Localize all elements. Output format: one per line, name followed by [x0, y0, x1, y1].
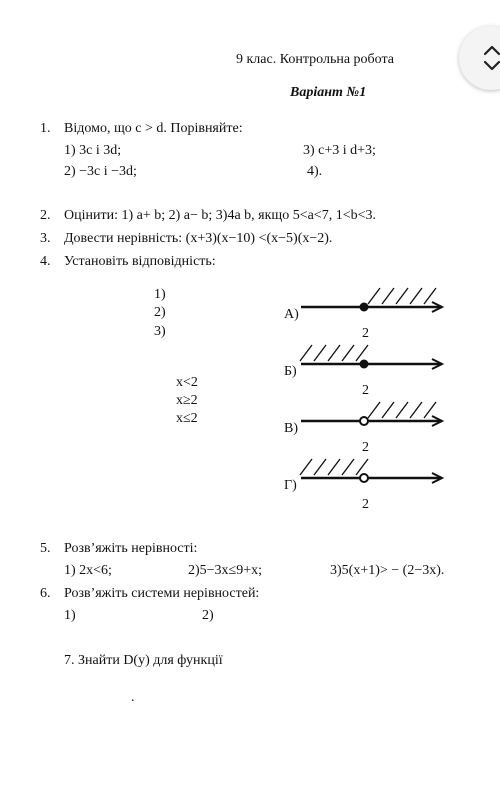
- q1-item-3: 3) c+3 і d+3;: [303, 143, 376, 158]
- line-3-hatch-1: [368, 402, 380, 418]
- q1-item-4: 4).: [307, 164, 323, 179]
- q2-text: Оцінити: 1) a+ b; 2) a− b; 3)4a b, якщо 5<a<7, 1<b<3.: [64, 208, 376, 223]
- q1-number: 1.: [40, 121, 51, 136]
- q1-text: Відомо, що c > d. Порівняйте:: [64, 121, 243, 136]
- line-3-hatch-2: [382, 402, 394, 418]
- line-2-hatch-5: [356, 345, 368, 361]
- line-1-hatch-5: [424, 288, 436, 304]
- q4-item-1: 1): [154, 287, 166, 302]
- q4-text: Установіть відповідність:: [64, 254, 216, 269]
- line-2-point-filled: [360, 360, 369, 369]
- line-1-hatch-3: [396, 288, 408, 304]
- worksheet-title: 9 клас. Контрольна робота: [236, 52, 394, 67]
- q6-text: Розв’яжіть системи нерівностей:: [64, 586, 260, 601]
- line-2-arrow: [432, 359, 442, 369]
- line-4-hatch-5: [356, 459, 368, 475]
- line-2-hatch-4: [342, 345, 354, 361]
- line-3-point-open: [360, 417, 368, 425]
- line-4-value: 2: [362, 497, 369, 512]
- line-3-hatch-4: [410, 402, 422, 418]
- q7-text: 7. Знайти D(y) для функції: [64, 653, 223, 668]
- q4-item-3: 3): [154, 324, 166, 339]
- line-2-value: 2: [362, 383, 369, 398]
- line-1-hatch-1: [368, 288, 380, 304]
- line-3-value: 2: [362, 440, 369, 455]
- line-4-hatch-4: [342, 459, 354, 475]
- q5-item-1: 1) 2x<6;: [64, 563, 112, 578]
- chevron-up-down-icon: [483, 44, 500, 72]
- trailing-dot: .: [131, 690, 135, 705]
- q4-inequality-3: x≤2: [176, 411, 198, 426]
- q4-item-2: 2): [154, 305, 166, 320]
- line-1-label: А): [284, 307, 299, 322]
- q5-item-3: 3)5(x+1)> − (2−3x).: [330, 563, 445, 578]
- q1-item-2: 2) −3c і −3d;: [64, 164, 137, 179]
- line-3-hatch-5: [424, 402, 436, 418]
- line-2-hatch-1: [300, 345, 312, 361]
- line-2-label: Б): [284, 364, 297, 379]
- line-1-arrow: [432, 302, 442, 312]
- q6-item-2: 2): [202, 608, 214, 623]
- q4-inequality-1: x<2: [176, 375, 198, 390]
- q6-number: 6.: [40, 586, 51, 601]
- q1-item-1: 1) 3c і 3d;: [64, 143, 122, 158]
- line-2-hatch-2: [314, 345, 326, 361]
- line-1-point-filled: [360, 303, 369, 312]
- q5-item-2: 2)5−3x≤9+x;: [188, 563, 263, 578]
- q5-text: Розв’яжіть нерівності:: [64, 541, 198, 556]
- line-3-label: В): [284, 421, 298, 436]
- line-1-hatch-2: [382, 288, 394, 304]
- q2-number: 2.: [40, 208, 51, 223]
- line-4-hatch-3: [328, 459, 340, 475]
- variant-title: Варіант №1: [290, 85, 367, 100]
- line-4-label: Г): [284, 478, 297, 493]
- q3-text: Довести нерівність: (x+3)(x−10) <(x−5)(x−2).: [64, 231, 333, 246]
- line-4-arrow: [432, 473, 442, 483]
- line-2-hatch-3: [328, 345, 340, 361]
- line-4-hatch-1: [300, 459, 312, 475]
- line-3-hatch-3: [396, 402, 408, 418]
- q5-number: 5.: [40, 541, 51, 556]
- scroll-toggle-button[interactable]: [459, 26, 500, 90]
- line-1-hatch-4: [410, 288, 422, 304]
- line-3-arrow: [432, 416, 442, 426]
- q4-number: 4.: [40, 254, 51, 269]
- q4-inequality-2: x≥2: [176, 393, 198, 408]
- line-4-point-open: [360, 474, 368, 482]
- q3-number: 3.: [40, 231, 51, 246]
- line-4-hatch-2: [314, 459, 326, 475]
- q6-item-1: 1): [64, 608, 76, 623]
- line-1-value: 2: [362, 326, 369, 341]
